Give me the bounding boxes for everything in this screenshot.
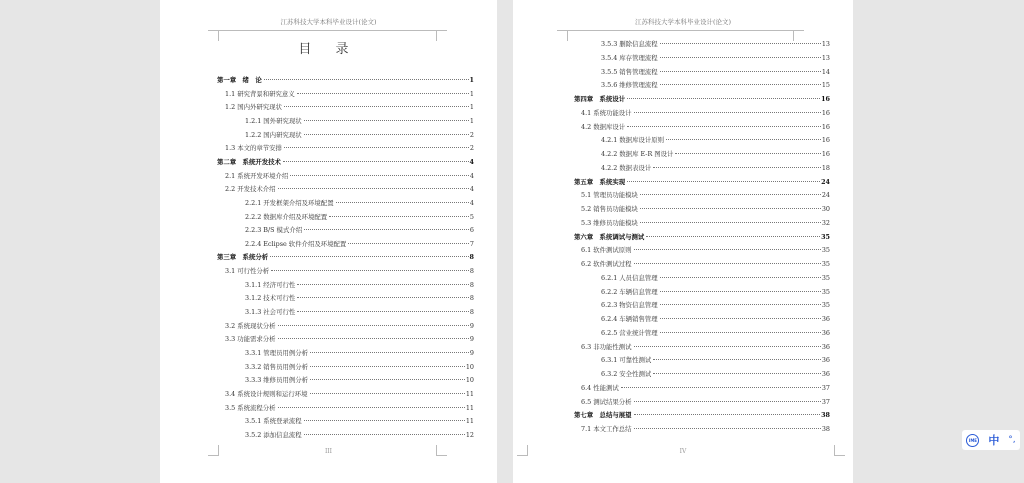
toc-entry-page: 36	[821, 356, 830, 365]
toc-entry[interactable]	[217, 157, 474, 167]
toc-entry-page: 10	[465, 362, 474, 371]
toc-entry[interactable]	[245, 375, 474, 385]
toc-entry[interactable]	[601, 273, 830, 283]
dot-leader	[653, 373, 821, 374]
dot-leader	[310, 379, 465, 380]
toc-entry[interactable]	[245, 212, 474, 222]
toc-entry-label: 第三章 系统分析	[217, 253, 269, 262]
toc-entry-page: 35	[821, 232, 830, 241]
toc-entry-page: 30	[821, 205, 830, 213]
page-number: IV	[679, 448, 687, 455]
toc-entry-label: 3.1.1 经济可行性	[245, 280, 296, 289]
toc-entry-page: 14	[821, 67, 830, 76]
dot-leader	[675, 153, 820, 154]
toc-entry-page: 1	[469, 89, 474, 98]
dot-leader	[310, 366, 465, 367]
toc-entry[interactable]	[225, 321, 474, 331]
toc-entry-label: 1.2.2 国内研究现状	[245, 130, 302, 139]
toc-entry-page: 11	[465, 389, 474, 398]
toc-entry-page: 9	[469, 349, 474, 357]
toc-entry-label: 3.1.2 技术可行性	[245, 294, 296, 303]
dot-leader	[627, 181, 820, 182]
toc-entry[interactable]	[601, 369, 830, 379]
dot-leader	[284, 106, 469, 107]
dot-leader	[634, 263, 821, 264]
dot-leader	[304, 434, 465, 435]
toc-entry-page: 9	[469, 335, 474, 344]
toc-entry[interactable]	[245, 225, 474, 235]
toc-entry-page: 32	[821, 218, 830, 227]
toc-entry-page: 13	[821, 53, 830, 62]
toc-entry[interactable]	[245, 416, 474, 426]
ime-punctuation-icon[interactable]: °,	[1008, 435, 1016, 445]
toc-entry[interactable]	[581, 342, 830, 352]
toc-entry-page: 9	[469, 321, 474, 330]
toc-entry-page: 8	[469, 253, 474, 262]
dot-leader	[284, 147, 469, 148]
toc-entry[interactable]	[245, 348, 474, 358]
toc-entry-page: 2	[469, 144, 474, 153]
toc-entry-label: 第一章 绪 论	[217, 76, 262, 84]
toc-entry[interactable]	[245, 239, 474, 249]
toc-entry-page: 38	[821, 411, 830, 420]
dot-leader	[634, 112, 821, 113]
dot-leader	[271, 270, 469, 271]
toc-entry-label: 第五章 系统实现	[574, 177, 626, 186]
toc-entry[interactable]	[581, 424, 830, 434]
dot-leader	[336, 202, 469, 203]
dot-leader	[653, 167, 821, 168]
dot-leader	[634, 249, 821, 250]
toc-title: 目 录	[298, 42, 359, 57]
dot-leader	[304, 229, 469, 230]
toc-entry[interactable]	[245, 362, 474, 372]
dot-leader	[304, 420, 465, 421]
toc-entry[interactable]	[574, 177, 830, 187]
toc-entry-page: 16	[821, 136, 830, 145]
toc-entry-label: 1.1 研究背景和研究意义	[225, 89, 295, 98]
dot-leader	[640, 222, 821, 223]
toc-entry-page: 24	[821, 177, 830, 186]
toc-entry-label: 6.3.2 安全性测试	[601, 370, 652, 378]
corner-mark	[557, 30, 568, 41]
toc-entry-label: 3.3.1 管理员用例分析	[245, 349, 309, 357]
toc-entry[interactable]	[601, 314, 830, 324]
toc-entry-label: 6.2.1 人员信息管理	[601, 273, 658, 282]
toc-entry-page: 1	[469, 103, 474, 112]
dot-leader	[290, 175, 469, 176]
toc-entry-label: 2.1 系统开发环境介绍	[225, 171, 289, 180]
toc-entry-label: 4.2 数据库设计	[581, 122, 626, 131]
dot-leader	[621, 387, 821, 388]
toc-entry[interactable]	[601, 149, 830, 159]
dot-leader	[297, 311, 469, 312]
dot-leader	[660, 57, 821, 58]
toc-entry-label: 5.1 管理员功能模块	[581, 191, 638, 200]
toc-entry[interactable]	[581, 397, 830, 407]
toc-entry-page: 5	[469, 212, 474, 221]
toc-entry[interactable]	[581, 190, 830, 200]
toc-entry-page: 35	[821, 246, 830, 255]
toc-entry-label: 6.3.1 可靠性测试	[601, 356, 652, 365]
toc-entry-label: 3.3 功能需求分析	[225, 335, 276, 344]
toc-entry-label: 3.3.2 销售员用例分析	[245, 362, 309, 371]
toc-entry[interactable]	[601, 135, 830, 145]
page-number: III	[324, 448, 333, 455]
toc-entry-label: 3.3.3 维修员用例分析	[245, 376, 309, 385]
toc-entry-page: 13	[821, 40, 830, 48]
dot-leader	[634, 401, 821, 402]
dot-leader	[278, 407, 465, 408]
toc-entry[interactable]	[581, 218, 830, 228]
toc-entry[interactable]	[601, 287, 830, 297]
dot-leader	[640, 208, 821, 209]
toc-entry-label: 2.2.1 开发框架介绍及环境配置	[245, 198, 334, 207]
toc-entry[interactable]	[601, 163, 830, 173]
toc-entry-page: 8	[469, 267, 474, 276]
toc-entry[interactable]	[225, 266, 474, 276]
toc-entry[interactable]	[581, 259, 830, 269]
toc-entry-page: 36	[821, 342, 830, 351]
dot-leader	[304, 120, 469, 121]
toc-entry-page: 10	[465, 376, 474, 385]
toc-entry[interactable]	[225, 102, 474, 112]
dot-leader	[634, 346, 821, 347]
dot-leader	[310, 352, 469, 353]
toc-entry-label: 1.2.1 国外研究现状	[245, 116, 302, 125]
toc-entry-label: 2.2.3 B/S 模式介绍	[245, 226, 303, 235]
toc-entry-page: 2	[469, 130, 474, 139]
toc-entry-label: 5.3 维修员功能模块	[581, 218, 638, 227]
toc-entry[interactable]	[217, 252, 474, 262]
toc-entry-label: 第二章 系统开发技术	[217, 157, 281, 166]
toc-entry-label: 3.5.3 删除信息流程	[601, 40, 658, 48]
ime-logo-icon[interactable]: IME	[966, 434, 979, 447]
toc-entry-page: 11	[465, 417, 474, 426]
toc-entry[interactable]	[245, 307, 474, 317]
dot-leader	[660, 43, 821, 44]
toc-entry[interactable]	[581, 122, 830, 132]
toc-entry-page: 36	[821, 370, 830, 378]
dot-leader	[283, 161, 469, 162]
toc-entry-label: 1.2 国内外研究现状	[225, 103, 282, 112]
toc-entry-page: 37	[821, 397, 830, 406]
document-page-3	[160, 0, 497, 483]
toc-entry-page: 8	[469, 308, 474, 317]
ime-toolbar[interactable]	[962, 430, 1020, 450]
toc-entry[interactable]	[601, 39, 830, 49]
toc-entry[interactable]	[601, 355, 830, 365]
toc-entry-page: 11	[465, 403, 474, 412]
toc-entry-label: 6.1 软件测试原则	[581, 246, 632, 255]
toc-entry-page: 35	[821, 273, 830, 282]
toc-entry-label: 6.2 软件测试过程	[581, 260, 632, 268]
toc-entry[interactable]	[601, 328, 830, 338]
toc-entry-page: 36	[821, 328, 830, 337]
toc-entry[interactable]	[217, 75, 474, 85]
dot-leader	[660, 318, 821, 319]
toc-entry[interactable]	[225, 184, 474, 194]
dot-leader	[666, 139, 821, 140]
toc-entry-label: 第七章 总结与展望	[574, 411, 632, 420]
toc-entry-label: 6.2.4 车辆销售管理	[601, 315, 658, 323]
toc-entry-label: 6.3 非功能性测试	[581, 342, 632, 351]
toc-entry[interactable]	[581, 108, 830, 118]
toc-entry-label: 1.3 本文的章节安排	[225, 144, 282, 153]
toc-entry[interactable]	[225, 143, 474, 153]
toc-entry-label: 3.5.2 添加信息流程	[245, 430, 302, 439]
toc-entry[interactable]	[225, 334, 474, 344]
toc-entry-page: 36	[821, 315, 830, 323]
toc-entry-label: 3.5.5 销售管理流程	[601, 67, 658, 76]
toc-entry-page: 16	[821, 122, 830, 131]
toc-entry-page: 24	[821, 191, 830, 200]
toc-entry-label: 6.2.5 营业统计管理	[601, 328, 658, 337]
document-page-4	[513, 0, 853, 483]
toc-entry-page: 15	[821, 81, 830, 90]
toc-entry[interactable]	[245, 130, 474, 140]
toc-entry[interactable]	[581, 383, 830, 393]
toc-entry[interactable]	[225, 389, 474, 399]
toc-entry[interactable]	[574, 410, 830, 420]
toc-entry-label: 6.5 测试结果分析	[581, 397, 632, 406]
toc-entry-label: 4.2.2 数据库 E-R 图设计	[601, 150, 674, 158]
toc-entry-page: 18	[821, 163, 830, 172]
toc-entry-label: 3.5.6 维修管理流程	[601, 81, 658, 90]
page-header: 江苏科技大学本科毕业设计(论文)	[634, 18, 732, 26]
dot-leader	[640, 194, 821, 195]
toc-entry-label: 3.5.4 库存管理流程	[601, 53, 658, 62]
toc-entry[interactable]	[245, 198, 474, 208]
toc-entry[interactable]	[245, 293, 474, 303]
toc-entry-label: 4.2.2 数据表设计	[601, 163, 652, 172]
toc-entry-label: 2.2.4 Eclipse 软件介绍及环境配置	[245, 239, 347, 248]
toc-entry[interactable]	[225, 89, 474, 99]
toc-entry-label: 7.1 本文工作总结	[581, 425, 632, 433]
toc-entry-page: 16	[821, 150, 830, 158]
toc-entry-label: 2.2.2 数据库介绍及环境配置	[245, 212, 328, 221]
dot-leader	[634, 414, 821, 415]
dot-leader	[653, 359, 821, 360]
ime-language-toggle[interactable]: 中	[988, 434, 1000, 447]
toc-entry[interactable]	[245, 116, 474, 126]
dot-leader	[348, 243, 469, 244]
page-header: 江苏科技大学本科毕业设计(论文)	[280, 18, 377, 26]
toc-entry-page: 12	[465, 430, 474, 439]
toc-entry-label: 5.2 销售员功能模块	[581, 205, 638, 213]
dot-leader	[660, 332, 821, 333]
dot-leader	[627, 98, 820, 99]
toc-entry[interactable]	[225, 403, 474, 413]
toc-entry-label: 6.2.3 物资信息管理	[601, 301, 658, 310]
toc-entry-label: 3.4 系统设计规则和运行环境	[225, 389, 308, 398]
toc-entry-label: 第六章 系统调试与测试	[574, 232, 645, 241]
dot-leader	[297, 93, 469, 94]
toc-entry-label: 2.2 开发技术介绍	[225, 185, 276, 194]
dot-leader	[329, 216, 469, 217]
dot-leader	[278, 338, 469, 339]
toc-entry-label: 4.1 系统功能设计	[581, 108, 632, 117]
toc-entry-page: 8	[469, 280, 474, 289]
dot-leader	[310, 393, 465, 394]
toc-entry-page: 16	[821, 108, 830, 117]
toc-entry-page: 38	[821, 425, 830, 433]
toc-entry-page: 4	[469, 185, 474, 194]
toc-entry-page: 35	[821, 287, 830, 296]
toc-entry-page: 4	[469, 171, 474, 180]
toc-entry-page: 4	[469, 198, 474, 207]
toc-entry[interactable]	[581, 245, 830, 255]
dot-leader	[660, 291, 821, 292]
toc-entry-page: 37	[821, 383, 830, 392]
toc-entry[interactable]	[601, 300, 830, 310]
toc-entry[interactable]	[574, 94, 830, 104]
toc-entry-page: 4	[469, 157, 474, 166]
toc-entry-label: 3.1.3 社会可行性	[245, 308, 296, 317]
toc-entry-label: 3.5.1 系统登录流程	[245, 417, 302, 426]
toc-entry[interactable]	[225, 171, 474, 181]
toc-entry-page: 1	[469, 76, 474, 84]
toc-entry-page: 8	[469, 294, 474, 303]
toc-entry[interactable]	[574, 232, 830, 242]
toc-entry[interactable]	[581, 204, 830, 214]
dot-leader	[646, 236, 820, 237]
toc-entry-label: 4.2.1 数据库设计原则	[601, 136, 665, 145]
toc-entry-page: 35	[821, 301, 830, 310]
dot-leader	[634, 428, 821, 429]
toc-entry-page: 7	[469, 239, 474, 248]
dot-leader	[304, 134, 469, 135]
toc-entry[interactable]	[601, 80, 830, 90]
toc-entry-label: 3.2 系统现状分析	[225, 321, 276, 330]
dot-leader	[264, 79, 469, 80]
toc-entry-page: 6	[469, 226, 474, 235]
header-line	[567, 30, 794, 31]
toc-entry[interactable]	[601, 67, 830, 77]
toc-entry-label: 3.5 系统流程分析	[225, 403, 276, 412]
dot-leader	[660, 304, 821, 305]
toc-entry-label: 6.4 性能测试	[581, 383, 619, 392]
toc-entry-label: 3.1 可行性分析	[225, 267, 270, 276]
dot-leader	[660, 277, 821, 278]
dot-leader	[660, 71, 821, 72]
toc-entry-page: 35	[821, 260, 830, 268]
toc-entry-label: 第四章 系统设计	[574, 95, 626, 103]
header-line	[218, 30, 437, 31]
toc-entry-page: 16	[821, 95, 830, 103]
toc-entry[interactable]	[245, 430, 474, 440]
dot-leader	[278, 188, 469, 189]
dot-leader	[278, 325, 469, 326]
dot-leader	[627, 126, 821, 127]
dot-leader	[660, 84, 821, 85]
toc-entry-page: 1	[469, 116, 474, 125]
toc-entry-label: 6.2.2 车辆信息管理	[601, 287, 658, 296]
dot-leader	[297, 297, 469, 298]
dot-leader	[270, 256, 468, 257]
toc-entry[interactable]	[245, 280, 474, 290]
dot-leader	[297, 284, 469, 285]
toc-entry[interactable]	[601, 53, 830, 63]
